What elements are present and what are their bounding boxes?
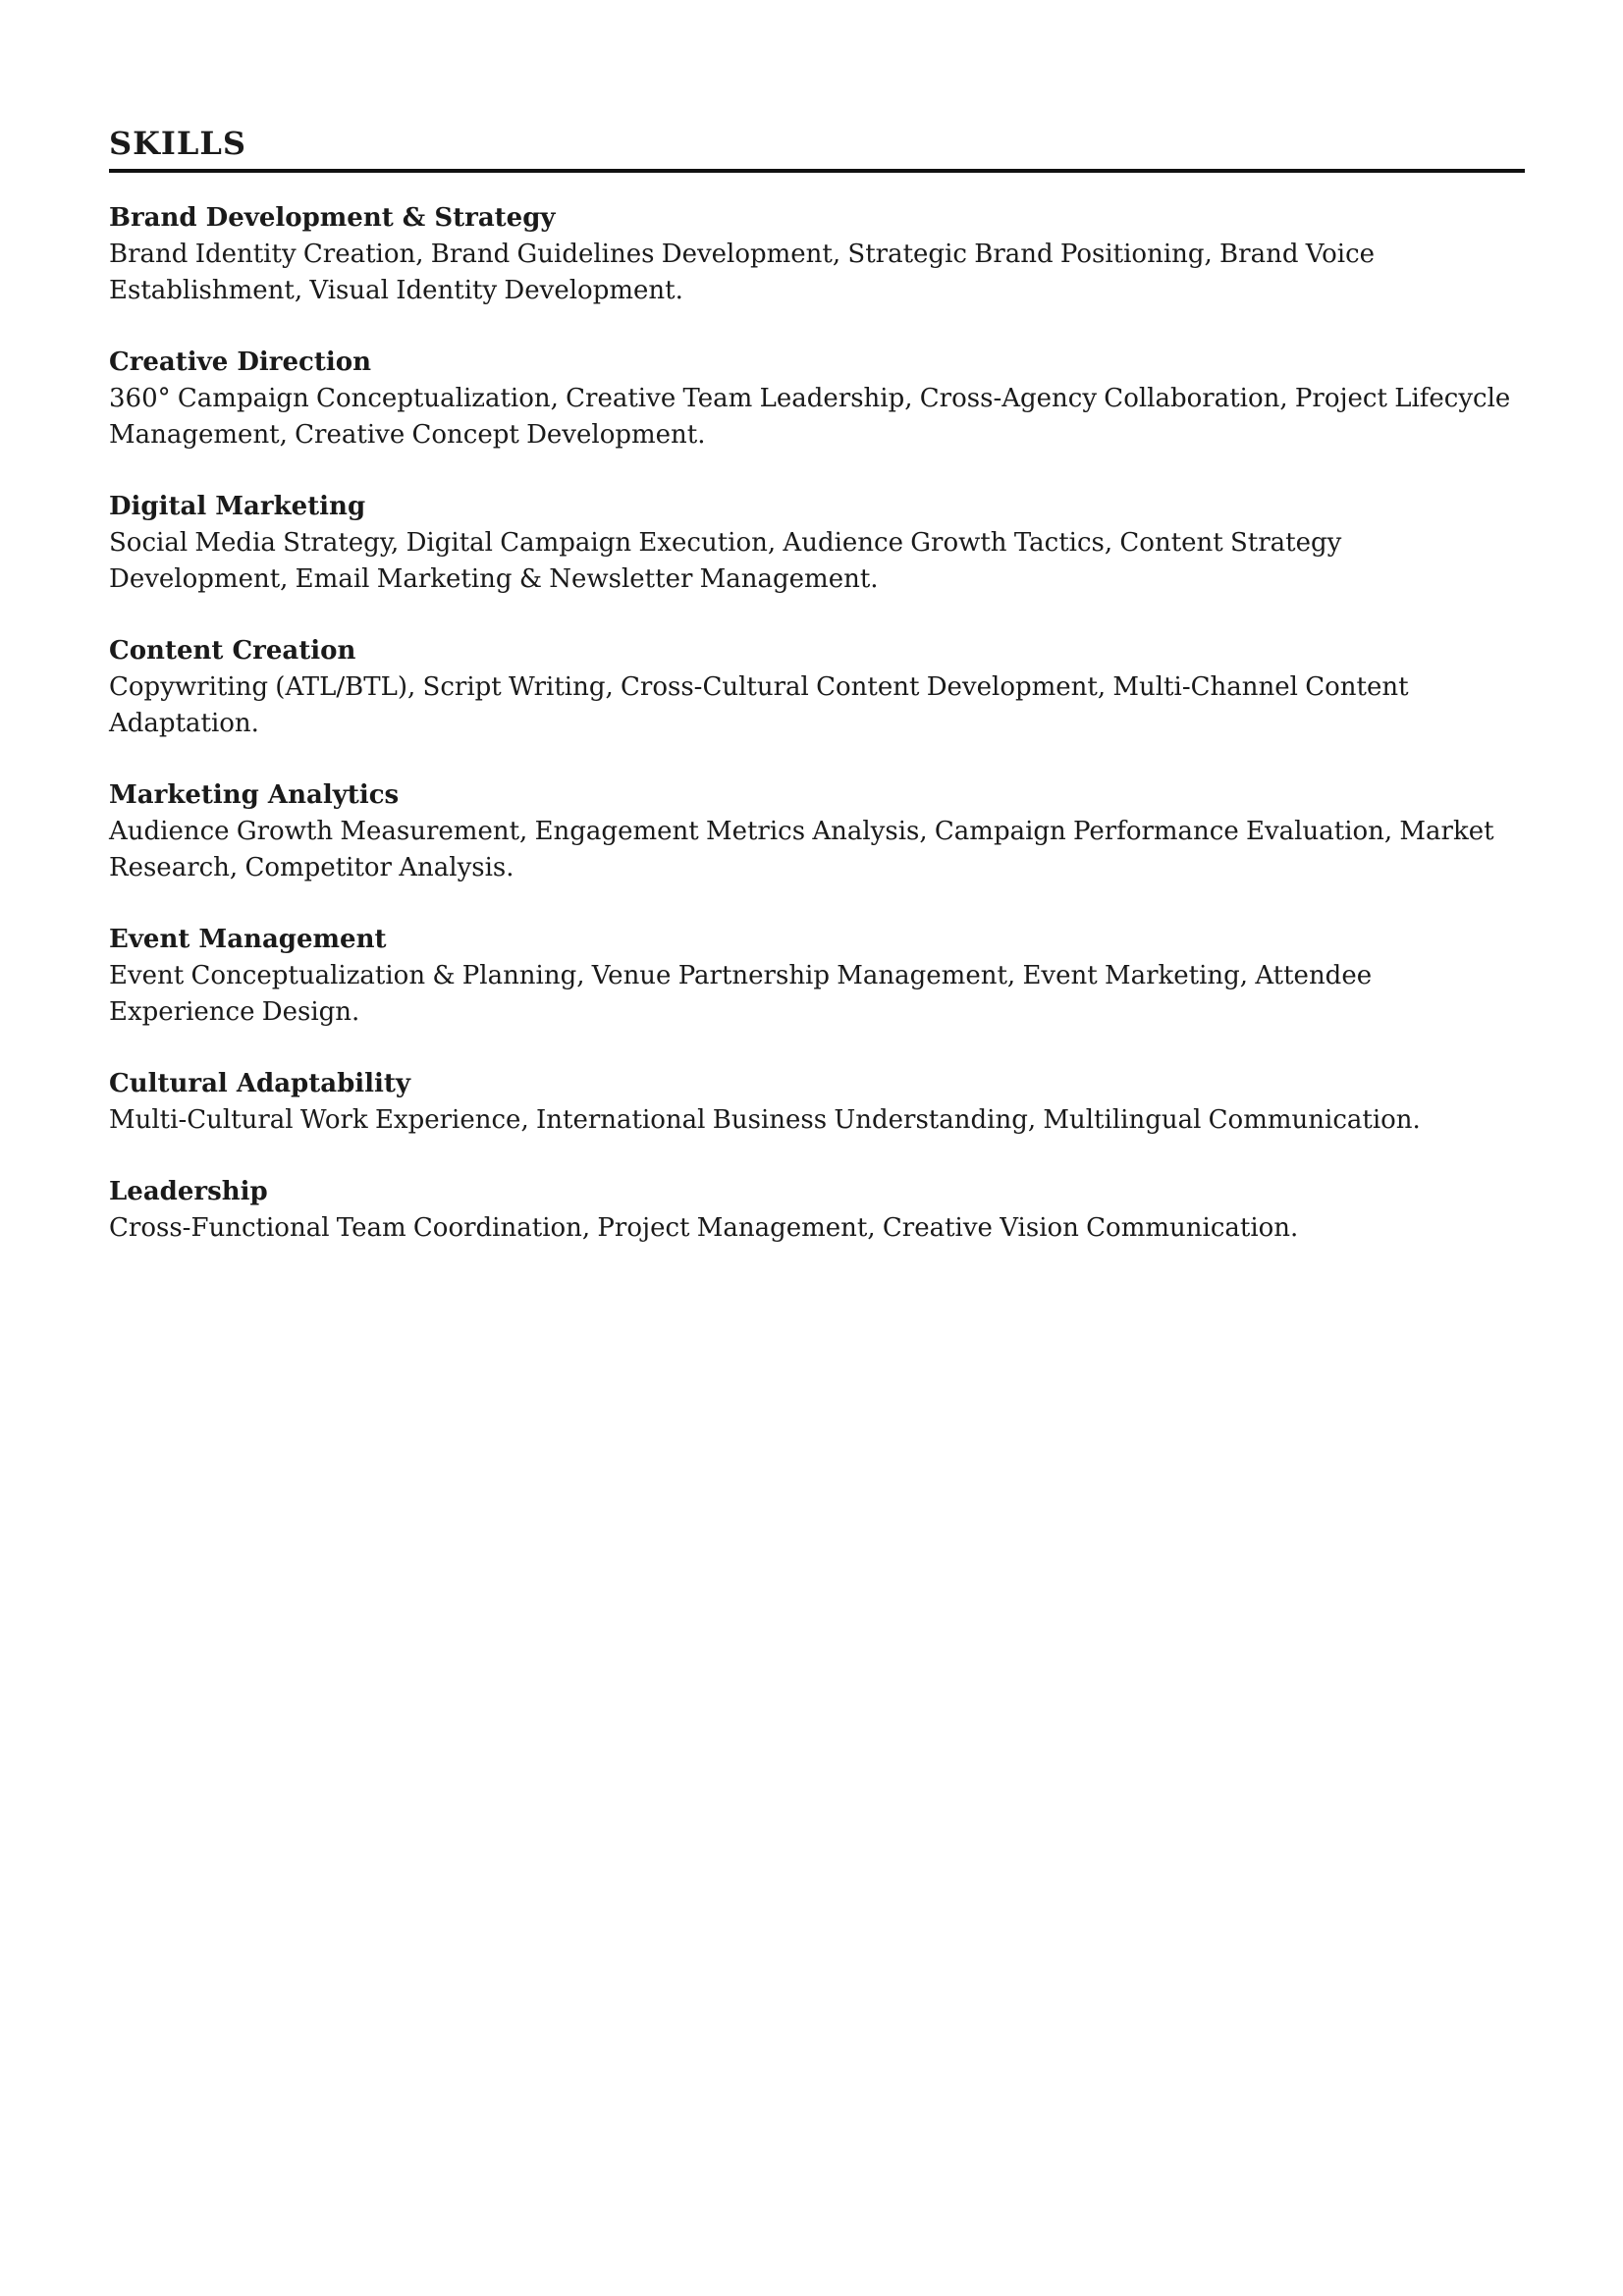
skill-group <box>109 922 1525 1031</box>
skill-description: 360° Campaign Conceptualization, Creative Team Leadership, Cross-Agency Collaboration, Project Lifecycle Management, Creative Concept Development. <box>109 384 1511 450</box>
skill-description: Cross-Functional Team Coordination, Project Management, Creative Vision Communication. <box>109 1213 1299 1243</box>
skill-group <box>109 489 1525 598</box>
skill-title: Content Creation <box>109 636 356 666</box>
skill-group <box>109 633 1525 742</box>
skills-list <box>109 200 1525 1247</box>
skill-title: Digital Marketing <box>109 492 366 521</box>
skill-title: Cultural Adaptability <box>109 1069 411 1098</box>
resume-page <box>109 124 1525 1282</box>
skill-description: Brand Identity Creation, Brand Guidelines Development, Strategic Brand Positioning, Brand Voice Establishment, Visual Identity Development. <box>109 240 1376 305</box>
skill-description: Audience Growth Measurement, Engagement Metrics Analysis, Campaign Performance Evaluation, Market Research, Competitor Analysis. <box>109 817 1494 882</box>
skill-group <box>109 1174 1525 1247</box>
skill-title: Creative Direction <box>109 347 371 377</box>
skill-description: Event Conceptualization & Planning, Venue Partnership Management, Event Marketing, Attendee Experience Design. <box>109 961 1373 1027</box>
skill-group <box>109 345 1525 454</box>
skill-description: Social Media Strategy, Digital Campaign Execution, Audience Growth Tactics, Content Strategy Development, Email Marketing & Newsletter Management. <box>109 528 1342 594</box>
skill-title: Marketing Analytics <box>109 780 400 810</box>
section-divider <box>109 169 1525 173</box>
skill-group <box>109 1066 1525 1139</box>
skill-description: Copywriting (ATL/BTL), Script Writing, Cross-Cultural Content Development, Multi-Channel Content Adaptation. <box>109 672 1409 738</box>
section-title: SKILLS <box>109 125 246 162</box>
skill-group <box>109 200 1525 309</box>
skill-group <box>109 777 1525 886</box>
skill-title: Leadership <box>109 1177 268 1206</box>
skill-title: Brand Development & Strategy <box>109 203 556 233</box>
skill-description: Multi-Cultural Work Experience, International Business Understanding, Multilingual Communication. <box>109 1105 1421 1135</box>
skill-title: Event Management <box>109 925 387 954</box>
